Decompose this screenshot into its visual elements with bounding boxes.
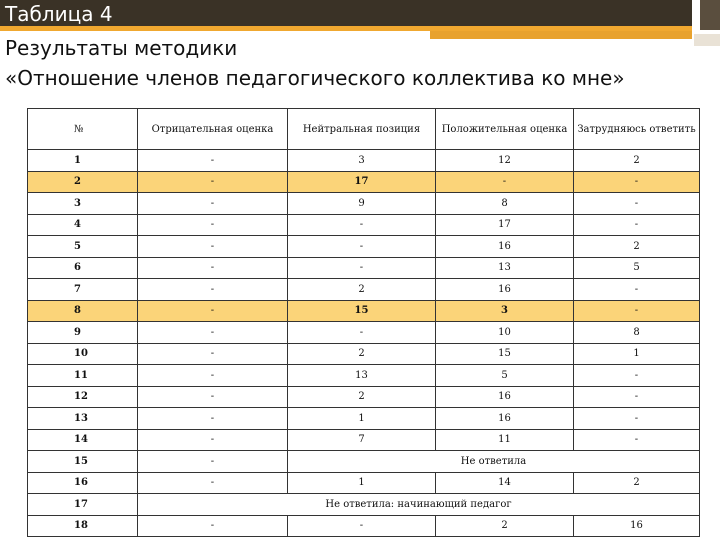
cell-undecided: 1 (574, 343, 700, 365)
table-row (28, 236, 700, 258)
cell-positive: 16 (436, 386, 574, 408)
header-positive: Положительная оценка (436, 109, 574, 150)
cell-positive: 10 (436, 322, 574, 344)
cell-positive: 13 (436, 257, 574, 279)
table-row (28, 451, 700, 473)
cell-positive: 3 (436, 300, 574, 322)
cell-negative: - (138, 429, 288, 451)
header-negative: Отрицательная оценка (138, 109, 288, 150)
cell-positive: 17 (436, 214, 574, 236)
cell-positive: 12 (436, 150, 574, 172)
cell-positive: 14 (436, 472, 574, 494)
cell-neutral: 2 (288, 386, 436, 408)
table-row (28, 515, 700, 537)
cell-negative: - (138, 451, 288, 473)
cell-undecided: - (574, 279, 700, 301)
cell-undecided: 16 (574, 515, 700, 537)
cell-number: 10 (28, 343, 138, 365)
cell-neutral: - (288, 322, 436, 344)
cell-positive: 2 (436, 515, 574, 537)
cell-undecided: 2 (574, 236, 700, 258)
cell-neutral: 15 (288, 300, 436, 322)
results-table (27, 108, 700, 537)
cell-number: 7 (28, 279, 138, 301)
cell-number: 9 (28, 322, 138, 344)
cell-number: 15 (28, 451, 138, 473)
cell-negative: - (138, 257, 288, 279)
table-row (28, 472, 700, 494)
cell-negative: - (138, 193, 288, 215)
table-row-highlighted (28, 300, 700, 322)
cell-neutral: 2 (288, 279, 436, 301)
cell-negative: - (138, 236, 288, 258)
cell-negative: - (138, 386, 288, 408)
cell-undecided: 2 (574, 472, 700, 494)
page-subtitle: «Отношение членов педагогического коллектива ко мне» (5, 66, 625, 90)
cell-undecided: - (574, 214, 700, 236)
cell-undecided: 8 (574, 322, 700, 344)
cell-neutral: 2 (288, 343, 436, 365)
cell-neutral: 13 (288, 365, 436, 387)
cell-number: 1 (28, 150, 138, 172)
cell-negative: - (138, 343, 288, 365)
cell-number: 11 (28, 365, 138, 387)
cell-negative: - (138, 150, 288, 172)
cell-positive: 16 (436, 236, 574, 258)
cell-positive: 15 (436, 343, 574, 365)
table-row (28, 257, 700, 279)
cell-undecided: - (574, 300, 700, 322)
cell-neutral: 17 (288, 171, 436, 193)
cell-neutral: 3 (288, 150, 436, 172)
cell-merged-note: Не ответила (288, 451, 700, 473)
cell-negative: - (138, 472, 288, 494)
cell-number: 6 (28, 257, 138, 279)
cell-undecided: 5 (574, 257, 700, 279)
cell-neutral: - (288, 236, 436, 258)
cell-negative: - (138, 408, 288, 430)
cell-negative: - (138, 515, 288, 537)
cell-number: 13 (28, 408, 138, 430)
cell-negative: - (138, 279, 288, 301)
table-row (28, 343, 700, 365)
cell-positive: 16 (436, 279, 574, 301)
cell-neutral: 7 (288, 429, 436, 451)
cell-number: 14 (28, 429, 138, 451)
cell-undecided: - (574, 171, 700, 193)
cell-neutral: 1 (288, 472, 436, 494)
cell-neutral: - (288, 257, 436, 279)
cell-positive: - (436, 171, 574, 193)
cell-merged-note: Не ответила: начинающий педагог (138, 494, 700, 516)
cell-undecided: - (574, 193, 700, 215)
table-label: Таблица 4 (5, 2, 113, 26)
cell-neutral: - (288, 515, 436, 537)
table-header-row (28, 109, 700, 150)
table-row (28, 150, 700, 172)
table-row (28, 408, 700, 430)
header-number: № (28, 109, 138, 150)
cell-undecided: - (574, 386, 700, 408)
table-row (28, 365, 700, 387)
cell-undecided: - (574, 429, 700, 451)
cell-undecided: - (574, 408, 700, 430)
cell-negative: - (138, 322, 288, 344)
cell-number: 8 (28, 300, 138, 322)
cell-number: 18 (28, 515, 138, 537)
top-right-light-block (694, 34, 720, 46)
table-row-highlighted (28, 171, 700, 193)
cell-number: 4 (28, 214, 138, 236)
cell-neutral: 1 (288, 408, 436, 430)
cell-number: 16 (28, 472, 138, 494)
cell-positive: 8 (436, 193, 574, 215)
header-undecided: Затрудняюсь ответить (574, 109, 700, 150)
table-row (28, 386, 700, 408)
cell-neutral: 9 (288, 193, 436, 215)
cell-negative: - (138, 214, 288, 236)
table-row (28, 193, 700, 215)
cell-neutral: - (288, 214, 436, 236)
cell-number: 5 (28, 236, 138, 258)
cell-positive: 5 (436, 365, 574, 387)
table-row (28, 279, 700, 301)
page-title: Результаты методики (5, 36, 238, 60)
cell-number: 2 (28, 171, 138, 193)
table-row (28, 214, 700, 236)
cell-positive: 16 (436, 408, 574, 430)
cell-number: 3 (28, 193, 138, 215)
table-row (28, 494, 700, 516)
cell-positive: 11 (436, 429, 574, 451)
top-gold-accent (430, 31, 692, 39)
table-row (28, 429, 700, 451)
cell-undecided: 2 (574, 150, 700, 172)
cell-negative: - (138, 300, 288, 322)
cell-number: 17 (28, 494, 138, 516)
cell-number: 12 (28, 386, 138, 408)
cell-undecided: - (574, 365, 700, 387)
table-row (28, 322, 700, 344)
header-neutral: Нейтральная позиция (288, 109, 436, 150)
cell-negative: - (138, 171, 288, 193)
cell-negative: - (138, 365, 288, 387)
top-right-block (700, 0, 720, 30)
